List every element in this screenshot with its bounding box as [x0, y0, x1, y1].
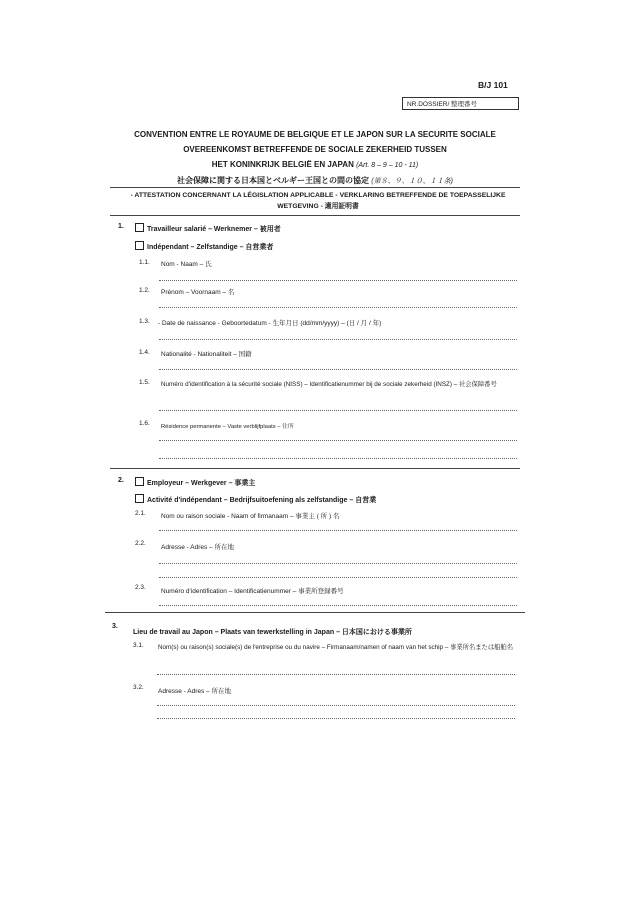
social-security-number-label: Numéro d'identification à la sécurité sociale (NISS) – Identificatienummer bij de sociale zekerheid (INSZ) – 社会保障番号 [161, 381, 497, 388]
employer-name-label: Nom ou raison sociale - Naam of firmanaam – 事業主 ( 所 ) 名 [161, 513, 340, 520]
section-3-number: 3. [112, 623, 118, 630]
company-name-line[interactable] [157, 674, 515, 675]
birth-date-line[interactable] [159, 339, 517, 340]
work-address-label: Adresse - Adres – 所在地 [158, 688, 231, 695]
surname-line[interactable] [159, 280, 517, 281]
employer-checkbox-row[interactable] [135, 477, 255, 488]
field-number: 3.1. [133, 642, 144, 649]
field-number: 1.3. [139, 318, 150, 325]
field-number: 1.5. [139, 379, 150, 386]
birth-date-label: - Date de naissance - Geboortedatum - 生年月日 (dd/mm/yyyy) – (日 / 月 / 年) [158, 320, 382, 327]
self-employed-activity-label: Activité d'indépendant – Bedrijfsuitoefening als zelfstandige – 自営業 [147, 497, 377, 504]
field-number: 1.2. [139, 287, 150, 294]
self-employed-checkbox[interactable] [135, 241, 144, 250]
field-number: 2.1. [135, 510, 146, 517]
self-employed-activity-checkbox-row[interactable] [135, 494, 376, 505]
nationality-line[interactable] [159, 369, 517, 370]
attestation-heading: - ATTESTATION CONCERNANT LA LÉGISLATION APPLICABLE - VERKLARING BETREFFENDE DE TOEPASSELIJKE WETGEVING - 適用証明書 [130, 192, 506, 210]
residence-label: Résidence permanente – Vaste verblijfplaats – 住所 [161, 424, 294, 430]
first-name-label: Prénom – Voornaam – 名 [161, 289, 235, 296]
divider [110, 468, 520, 469]
residence-line-1[interactable] [159, 440, 517, 441]
employee-checkbox-row[interactable] [135, 223, 281, 234]
employer-address-label: Adresse - Adres – 所在地 [161, 544, 234, 551]
title-line-3 [95, 160, 535, 169]
title-line-1: CONVENTION ENTRE LE ROYAUME DE BELGIQUE ET LE JAPON SUR LA SECURITE SOCIALE [134, 130, 496, 139]
divider [105, 612, 525, 613]
residence-line-2[interactable] [159, 458, 517, 459]
work-address-line-1[interactable] [157, 705, 515, 706]
self-employed-checkbox-row[interactable] [135, 241, 273, 252]
company-name-label: Nom(s) ou raison(s) sociale(s) de l'entreprise ou du navire – Firmanaam/namen of naam van het schip – 事業所名または船舶名 [158, 644, 514, 651]
divider [110, 215, 520, 216]
self-employed-activity-checkbox[interactable] [135, 494, 144, 503]
dossier-number-field[interactable]: NR.DOSSIER/ 整理番号 [402, 97, 519, 110]
employer-id-line[interactable] [159, 605, 517, 606]
title-line-3-articles: (Art. 8 – 9 – 10 - 11) [356, 162, 419, 169]
field-number: 2.2. [135, 540, 146, 547]
employer-address-line-1[interactable] [159, 563, 517, 564]
surname-label: Nom - Naam – 氏 [161, 261, 212, 268]
employer-id-label: Numéro d'identification – Identificatienummer – 事業所登録番号 [161, 588, 344, 595]
title-line-3-text: HET KONINKRIJK BELGIË EN JAPAN [211, 160, 354, 169]
field-number: 2.3. [135, 584, 146, 591]
work-address-line-2[interactable] [157, 718, 515, 719]
title-line-4-text: 社会保障に関する日本国とベルギー王国との間の協定 [177, 176, 370, 185]
employer-address-line-2[interactable] [159, 577, 517, 578]
section-2-number: 2. [118, 477, 124, 484]
first-name-line[interactable] [159, 307, 517, 308]
field-number: 1.1. [139, 259, 150, 266]
section-3-heading: Lieu de travail au Japon – Plaats van tewerkstelling in Japan – 日本国における事業所 [133, 629, 412, 636]
self-employed-label: Indépendant – Zelfstandige – 自営業者 [147, 244, 274, 251]
field-number: 3.2. [133, 684, 144, 691]
title-line-4 [95, 175, 535, 186]
employee-label: Travailleur salarié – Werknemer – 被用者 [147, 226, 281, 233]
section-1-number: 1. [118, 223, 124, 230]
title-line-4-articles: (第８、９、１０、１１条) [371, 178, 453, 185]
employee-checkbox[interactable] [135, 223, 144, 232]
field-number: 1.4. [139, 349, 150, 356]
form-code: B/J 101 [478, 80, 508, 90]
divider [110, 187, 520, 188]
employer-label: Employeur – Werkgever – 事業主 [147, 480, 256, 487]
field-number: 1.6. [139, 420, 150, 427]
social-security-number-line[interactable] [159, 410, 517, 411]
employer-checkbox[interactable] [135, 477, 144, 486]
title-line-2: OVEREENKOMST BETREFFENDE DE SOCIALE ZEKERHEID TUSSEN [183, 145, 447, 154]
employer-name-line[interactable] [159, 530, 517, 531]
nationality-label: Nationalité - Nationaliteit – 国籍 [161, 351, 252, 358]
